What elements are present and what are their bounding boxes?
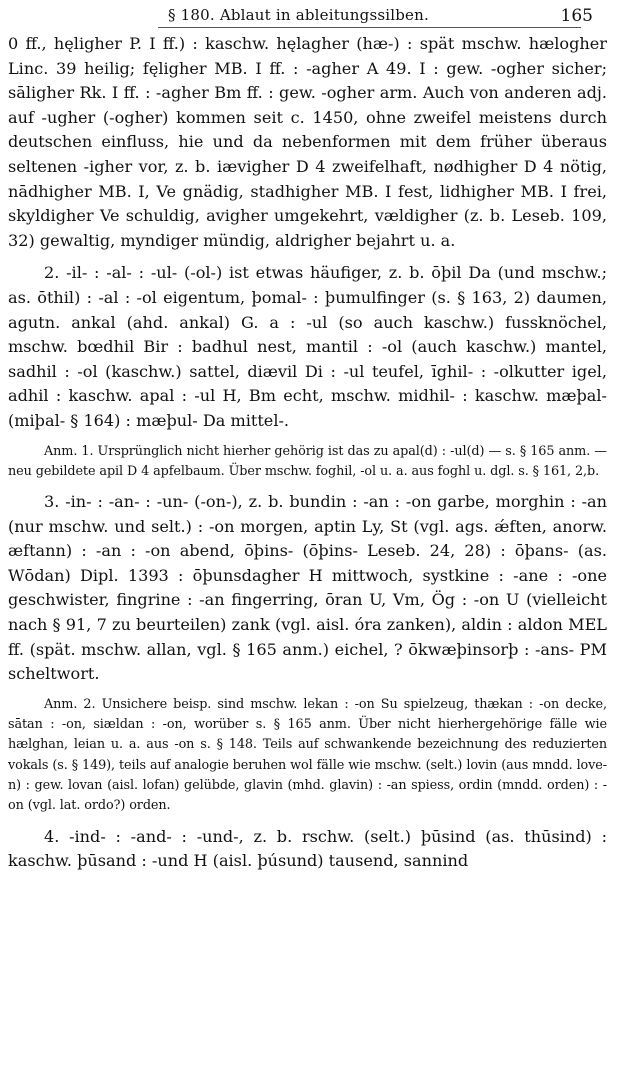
paragraph-continuation: 0 ff., hęligher P. I ff.) : kaschw. hęlagher (hæ-) : spät mschw. hælogher Linc. 39 heilig; fęligher MB. I ff. : -agher A 49. I : gew. -ogher sicher; sāligher Rk. I ff. : -agher Bm ff. : gew. -ogher arm. Auch von anderen adj. auf -ugher (-ogher) kommen seit c. 1450, ohne zweifel meistens durch deutschen einfluss, hie und da nebenformen mit dem früher überaus seltenen -igher vor, z. b. iævigher D 4 zweifelhaft, nødhigher D 4 nötig, nādhigher MB. I, Ve gnädig, stadhigher MB. I fest, lidhigher MB. I frei, skyldigher Ve schuldig, avigher umgekehrt, vældigher (z. b. Leseb. 109, 32) gewaltig, myndiger mündig, aldrigher bejahrt u. a. <box>8 34 607 250</box>
page-number: 165 <box>560 6 593 26</box>
spacer <box>8 817 607 825</box>
paragraph-item-2: 2. -il- : -al- : -ul- (-ol-) ist etwas häufiger, z. b. ōþil Da (und mschw.; as. ōthil) : -al : -ol eigentum, þomal- : þumulfinger (s. § 163, 2) daumen, agutn. ankal (ahd. ankal) G. a : -ul (so auch kaschw.) fussknöchel, mschw. bœdhil Bir : badhul nest, mantil : -ol (auch kaschw.) mantel, sadhil : -ol (kaschw.) sattel, diævil Di : -ul teufel, īghil- : -olkutter igel, adhil : kaschw. apal : -ul H, Bm echt, mschw. midhil- : kaschw. mæþal- (miþal- § 164) : mæþul- Da mittel-. <box>8 263 607 430</box>
header-rule <box>158 27 581 28</box>
annotation-2: Anm. 2. Unsichere beisp. sind mschw. lekan : -on Su spielzeug, thækan : -on decke, sātan : -on, siældan : -on, worüber s. § 165 anm. Über nicht hierhergehörige fälle wie hælghan, leian u. a. aus -on s. § 148. Teils auf schwankende bezeichnung des reduzierten vokals (s. § 149), teils auf analogie beruhen wol fälle wie mschw. (selt.) lovin (aus mndd. love-n) : gew. lovan (aisl. lofan) gelübde, glavin (mhd. glavin) : -an spiess, ordin (mndd. orden) : -on (vgl. lat. ordo?) orden. <box>8 696 607 814</box>
spacer <box>8 687 607 695</box>
section-title: § 180. Ablaut in ableitungssilben. <box>168 6 429 24</box>
annotation-1: Anm. 1. Ursprünglich nicht hierher gehörig ist das zu apal(d) : -ul(d) — s. § 165 anm. — neu gebildete apil D 4 apfelbaum. Über mschw. foghil, -ol u. a. aus foghl u. dgl. s. § 161, 2,b. <box>8 443 607 479</box>
paragraph-item-3: 3. -in- : -an- : -un- (-on-), z. b. bundin : -an : -on garbe, morghin : -an (nur mschw. und selt.) : -on morgen, aptin Ly, St (vgl. ags. ǽften, anorw. æftann) : -an : -on abend, ōþins- (ōþins- Leseb. 24, 28) : ōþans- (as. Wōdan) Dipl. 1393 : ōþunsdagher H mittwoch, systkine : -ane : -one geschwister, fingrine : -an fingerring, ōran U, Vm, Ög : -on U (vielleicht nach § 91, 7 zu beurteilen) zank (vgl. aisl. óra zanken), aldin : aldon MEL ff. (spät. mschw. allan, vgl. § 165 anm.) eichel, ? ōkwæþinsorþ : -ans- PM scheltwort. <box>8 492 607 684</box>
spacer <box>8 482 607 490</box>
spacer <box>8 434 607 442</box>
spacer <box>8 253 607 261</box>
paragraph-item-4: 4. -ind- : -and- : -und-, z. b. rschw. (selt.) þūsind (as. thūsind) : kaschw. þūsand : -und H (aisl. þúsund) tausend, sannind <box>8 826 607 871</box>
running-header <box>8 6 607 32</box>
